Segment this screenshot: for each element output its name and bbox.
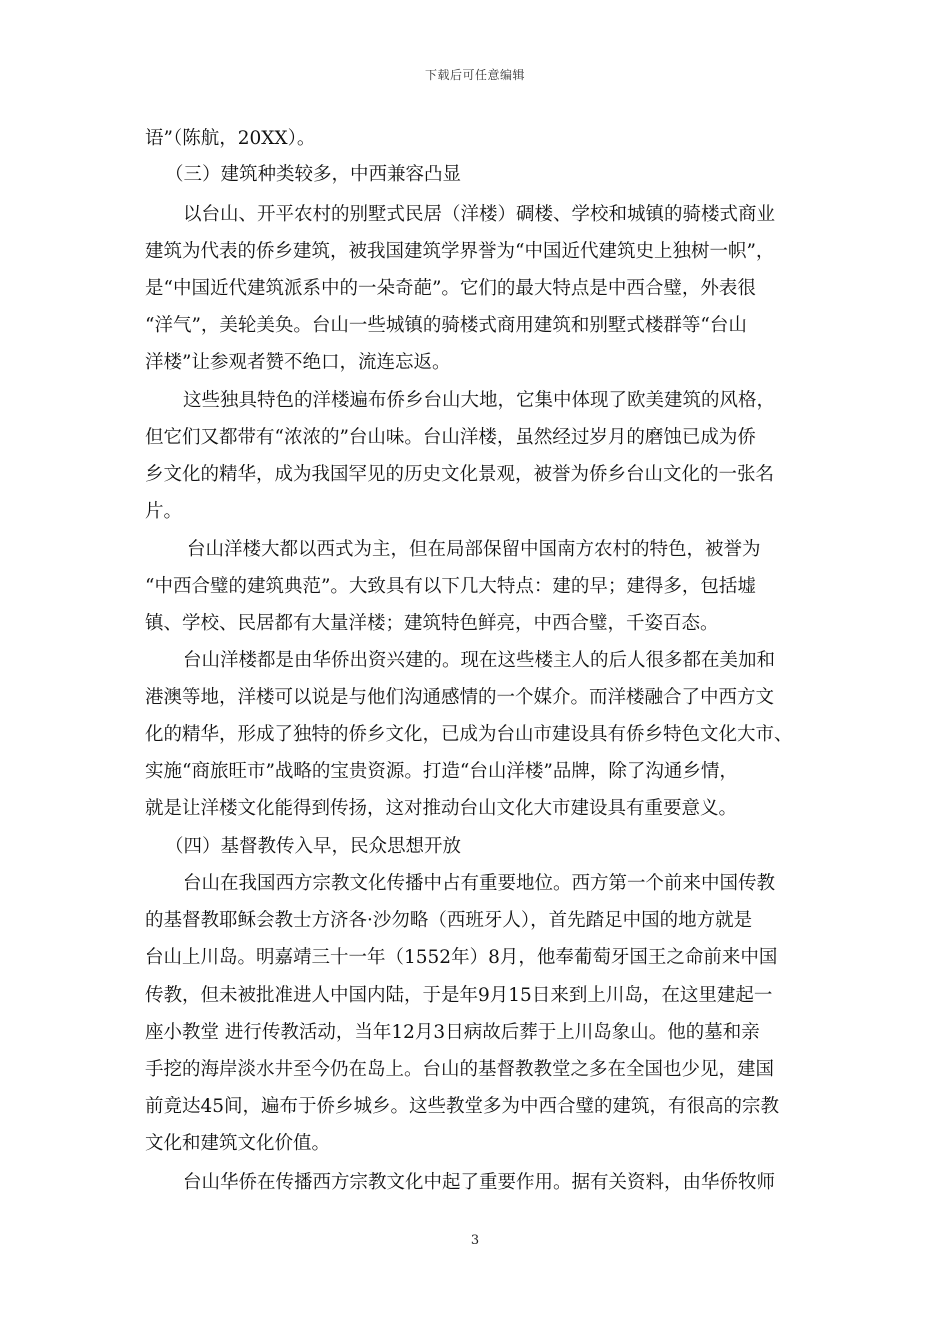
page-header: 下载后可任意编辑 <box>424 68 525 82</box>
text-line: 手挖的海岸淡水井至今仍在岛上。台山的基督教教堂之多在全国也少见，建国 <box>145 1059 775 1080</box>
text-line: 的基督教耶稣会教士方济各·沙勿略（西班牙人），首先踏足中国的地方就是 <box>145 910 753 931</box>
text-line: 座小教堂 进行传教活动，当年12月3日病故后葬于上川岛象山。他的墓和亲 <box>145 1022 760 1043</box>
section-heading: （四）基督教传入早，民众思想开放 <box>165 836 462 857</box>
text-line: 语”（陈航，20XX）。 <box>145 128 316 149</box>
text-line: 就是让洋楼文化能得到传扬，这对推动台山文化大市建设具有重要意义。 <box>145 798 738 819</box>
text-line: 以台山、开平农村的别墅式民居（洋楼）碉楼、学校和城镇的骑楼式商业 <box>183 204 776 225</box>
text-line: 文化和建筑文化价值。 <box>145 1133 331 1154</box>
text-line: 乡文化的精华，成为我国罕见的历史文化景观，被誉为侨乡台山文化的一张名 <box>145 464 775 485</box>
text-line: “洋气”，美轮美奂。台山一些城镇的骑楼式商用建筑和别墅式楼群等“台山 <box>145 315 747 336</box>
text-line: 港澳等地，洋楼可以说是与他们沟通感情的一个媒介。而洋楼融合了中西方文 <box>145 687 775 708</box>
text-line: 洋楼”让参观者赞不绝口，流连忘返。 <box>145 352 451 373</box>
text-line: 实施“商旅旺市”战略的宝贵资源。打造“台山洋楼”品牌，除了沟通乡情， <box>145 761 738 782</box>
text-line: 台山洋楼大都以西式为主，但在局部保留中国南方农村的特色，被誉为 <box>187 539 761 560</box>
text-line: “中西合璧的建筑典范”。大致具有以下几大特点：建的早；建得多，包括墟 <box>145 576 756 597</box>
text-line: 台山上川岛。明嘉靖三十一年（1552年）8月，他奉葡萄牙国王之命前来中国 <box>145 947 778 968</box>
text-line: 台山华侨在传播西方宗教文化中起了重要作用。据有关资料，由华侨牧师 <box>183 1172 776 1193</box>
text-line: 化的精华，形成了独特的侨乡文化，已成为台山市建设具有侨乡特色文化大市、 <box>145 724 793 745</box>
text-line: 台山洋楼都是由华侨出资兴建的。现在这些楼主人的后人很多都在美加和 <box>183 650 776 671</box>
section-heading: （三）建筑种类较多，中西兼容凸显 <box>165 164 462 185</box>
text-line: 镇、学校、民居都有大量洋楼；建筑特色鲜亮，中西合璧，千姿百态。 <box>145 613 719 634</box>
text-line: 片。 <box>145 501 183 522</box>
text-line: 是“中国近代建筑派系中的一朵奇葩”。它们的最大特点是中西合璧，外表很 <box>145 278 756 299</box>
text-line: 台山在我国西方宗教文化传播中占有重要地位。西方第一个前来中国传教 <box>183 873 776 894</box>
text-line: 但它们又都带有“浓浓的”台山味。台山洋楼，虽然经过岁月的磨蚀已成为侨 <box>145 427 756 448</box>
text-line: 这些独具特色的洋楼遍布侨乡台山大地，它集中体现了欧美建筑的风格， <box>183 390 776 411</box>
page-number: 3 <box>470 1233 480 1248</box>
text-line: 传教，但未被批准进人中国内陆，于是年9月15日来到上川岛，在这里建起一 <box>145 985 773 1006</box>
text-line: 前竟达45间，遍布于侨乡城乡。这些教堂多为中西合璧的建筑，有很高的宗教 <box>145 1096 780 1117</box>
text-line: 建筑为代表的侨乡建筑，被我国建筑学界誉为“中国近代建筑史上独树一帜”， <box>145 241 775 262</box>
